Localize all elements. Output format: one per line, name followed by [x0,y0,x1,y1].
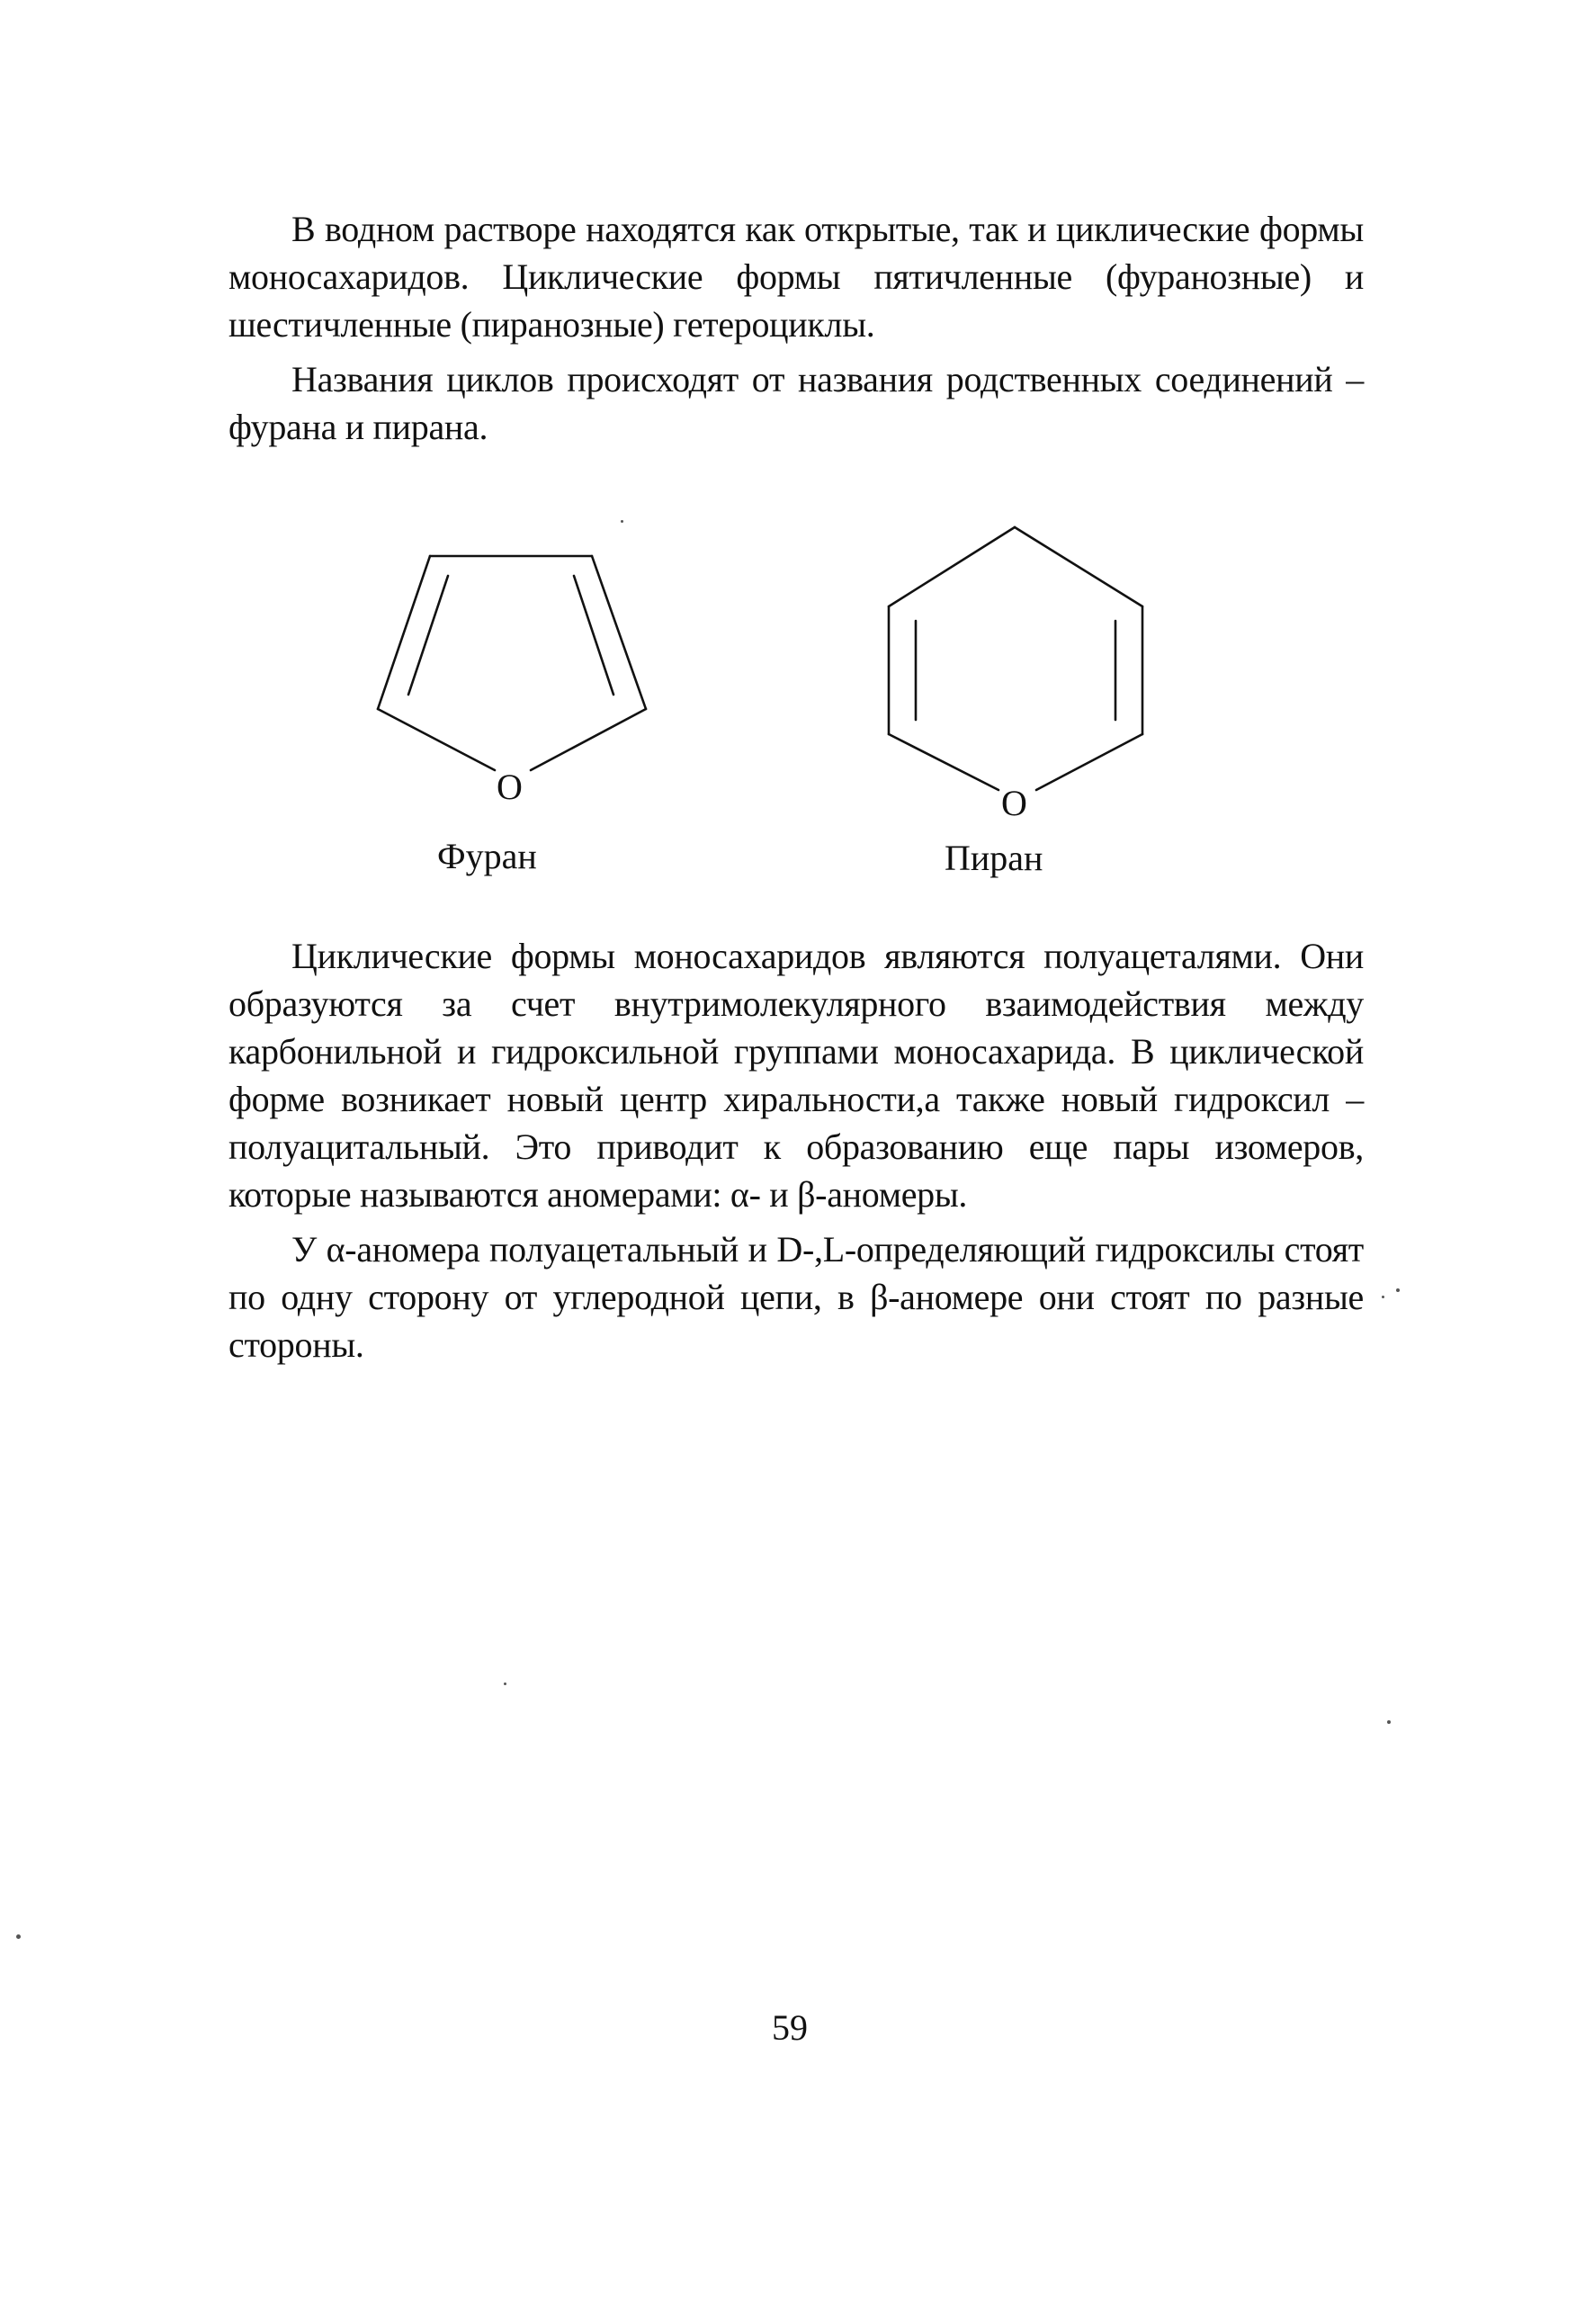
paragraph: У α-аномера полуацетальный и D-,L-определяющий гидроксилы стоят по одну сторону от углеродной цепи, в β-аномере они стоят по разные стороны. [228,1229,1364,1365]
scan-speck [621,520,623,523]
paragraph: Циклические формы моносахаридов являются полуацеталями. Они образуются за счет внутримолекулярного взаимодействия между карбонильной и гидроксильной группами моносахарида. В циклической форме возникает новый центр хиральности,а также новый гидроксил – полуацитальный. Это приводит к образованию еще пары изомеров, которые называются аномерами: α- и β-аномеры. [228,936,1364,1215]
furan-ring-drawing [360,529,666,817]
scan-speck [1382,1296,1384,1298]
furan-double-bond-right [574,576,613,695]
pyran-bond-c4-c5 [1015,527,1142,606]
furan-double-bond-left [408,576,448,695]
paragraph: Названия циклов происходят от названия родственных соединений – фурана и пирана. [228,359,1364,447]
furan-oxygen-label: O [497,767,523,807]
scan-speck [1387,1720,1391,1724]
furan-caption: Фуран [437,836,537,876]
page-number: 59 [772,2007,808,2048]
pyran-bond-c2-o [889,734,998,790]
paragraph: В водном растворе находятся как открытые, так и циклические формы моносахаридов. Циклические формы пятичленные (фуранозные) и шестичленные (пиранозные) гетероциклы. [228,209,1364,345]
furan-bond-c5-o [531,709,646,770]
pyran-bond-c4-c3 [889,527,1015,606]
pyran-bond-c6-o [1036,734,1142,790]
scan-speck [1396,1288,1400,1292]
pyran-ring-drawing [864,520,1169,817]
pyran-structure [864,520,1169,817]
furan-bond-c4-c5 [592,556,646,709]
furan-bond-c2-c3 [378,556,430,709]
text-block-bottom [228,932,1364,1376]
furan-structure [360,529,666,817]
scan-speck [504,1682,506,1685]
text-block-top [228,205,1364,458]
pyran-oxygen-label: O [1001,783,1027,817]
furan-bond-c2-o [378,709,495,770]
scan-speck [16,1934,21,1939]
pyran-caption: Пиран [945,838,1043,878]
